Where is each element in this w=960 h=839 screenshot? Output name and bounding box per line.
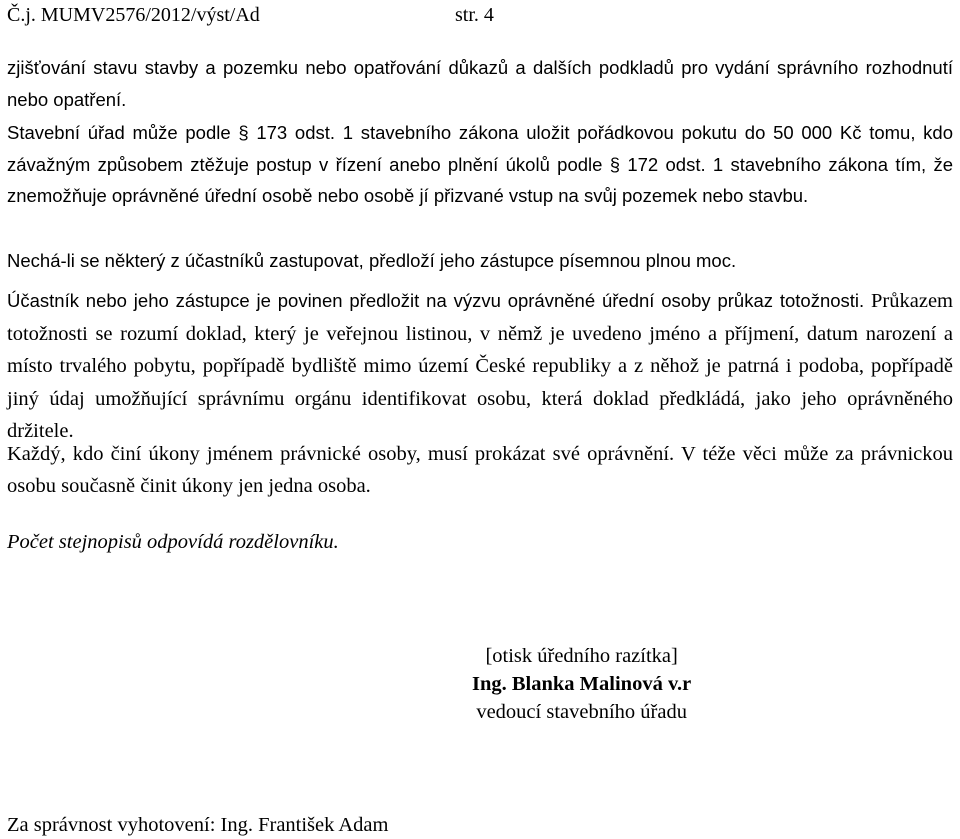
page-number: str. 4	[455, 4, 494, 26]
verification-line: Za správnost vyhotovení: Ing. František Adam	[7, 814, 389, 836]
paragraph-copies: Počet stejnopisů odpovídá rozdělovníku.	[7, 531, 339, 553]
paragraph-legal-person: Každý, kdo činí úkony jménem právnické osoby, musí prokázat své oprávnění. V téže věci může za právnickou osobu současně činit úkony jen jedna osoba.	[7, 443, 953, 497]
identity-definition: Průkazem totožnosti se rozumí doklad, který je veřejnou listinou, v němž je uvedeno jméno a příjmení, datum narození a místo trvalého pobytu, popřípadě bydliště mimo území České republiky a z něhož je patrná i podoba, popřípadě jiný údaj umožňující správnímu orgánu identifikovat osobu, která doklad předkládá, jako jeho oprávněného držitele.	[7, 290, 953, 442]
signatory-name: Ing. Blanka Malinová v.r	[472, 673, 692, 695]
page-header	[7, 3, 494, 27]
paragraph-penalty: Stavební úřad může podle § 173 odst. 1 stavebního zákona uložit pořádkovou pokutu do 50 000 Kč tomu, kdo závažným způsobem ztěžuje postup v řízení anebo plnění úkolů podle § 172 odst. 1 stavebního zákona tím, že znemožňuje oprávněné úřední osobě nebo osobě jí přizvané vstup na svůj pozemek nebo stavbu.	[7, 122, 953, 206]
identity-obligation: Účastník nebo jeho zástupce je povinen předložit na výzvu oprávněné úřední osoby průkaz totožnosti.	[7, 290, 865, 311]
signature-block	[472, 642, 691, 726]
reference-number: Č.j. MUMV2576/2012/výst/Ad	[7, 4, 260, 26]
stamp-placeholder: [otisk úředního razítka]	[485, 645, 678, 667]
paragraph-evidence: zjišťování stavu stavby a pozemku nebo opatřování důkazů a dalších podkladů pro vydání správního rozhodnutí nebo opatření.	[7, 57, 953, 110]
document-page	[7, 0, 953, 839]
signatory-role: vedoucí stavebního úřadu	[476, 701, 687, 723]
paragraph-identity	[7, 285, 953, 448]
paragraph-representation: Nechá-li se některý z účastníků zastupovat, předloží jeho zástupce písemnou plnou moc.	[7, 250, 737, 271]
